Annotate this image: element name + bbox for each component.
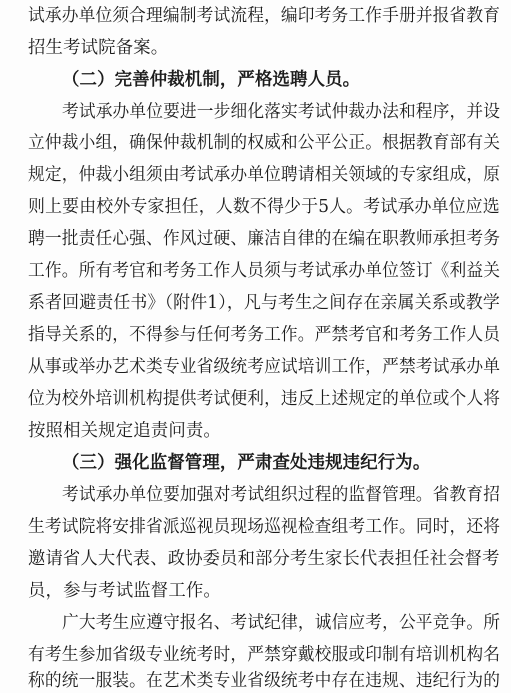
text-line: 广大考生应遵守报名、考试纪律，诚信应考，公平竞争。所 (62, 613, 501, 633)
text-line: 指导关系的，不得参与任何考务工作。严禁考官和考务工作人员 (28, 325, 501, 345)
text-line: 聘一批责任心强、作风过硬、廉洁自律的在编在职教师承担考务 (28, 229, 501, 249)
text-line: 立仲裁小组，确保仲裁机制的权威和公平公正。根据教育部有关 (28, 133, 501, 153)
text-line: 称的统一服装。在艺术类专业省级统考中存在违规、违纪行为的 (28, 671, 501, 691)
text-line: 考试承办单位要加强对考试组织过程的监督管理。省教育招 (62, 485, 501, 505)
text-line: 邀请省人大代表、政协委员和部分考生家长代表担任社会督考 (28, 549, 500, 569)
text-line: 位为校外培训机构提供考试便利，违反上述规定的单位或个人将 (28, 389, 501, 409)
text-line: 系者回避责任书》（附件1），凡与考生之间存在亲属关系或教学 (28, 293, 500, 313)
text-line: 工作。所有考官和考务工作人员须与考试承办单位签订《利益关 (28, 261, 501, 281)
text-line: 有考生参加省级专业统考时，严禁穿戴校服或印制有培训机构名 (28, 645, 501, 665)
text-line: 员，参与考试监督工作。 (28, 581, 221, 601)
text-line: 试承办单位须合理编制考试流程，编印考务工作手册并报省教育 (28, 6, 501, 26)
text-line: 按照相关规定追责问责。 (28, 421, 221, 441)
text-line: 考试承办单位要进一步细化落实考试仲裁办法和程序，并设 (62, 102, 501, 122)
text-line: 从事或举办艺术类专业省级统考应试培训工作，严禁考试承办单 (28, 357, 501, 377)
section-heading-3: （三）强化监督管理，严肃查处违规违纪行为。 (62, 453, 431, 473)
text-line: 生考试院将安排省派巡视员现场巡视检查组考工作。同时，还将 (28, 517, 501, 537)
section-heading-2: （二）完善仲裁机制，严格选聘人员。 (62, 70, 361, 90)
text-line: 招生考试院备案。 (28, 38, 169, 58)
text-line: 则上要由校外专家担任，人数不得少于5人。考试承办单位应选 (28, 197, 500, 217)
text-line: 规定，仲裁小组须由考试承办单位聘请相关领域的专家组成，原 (28, 165, 501, 185)
